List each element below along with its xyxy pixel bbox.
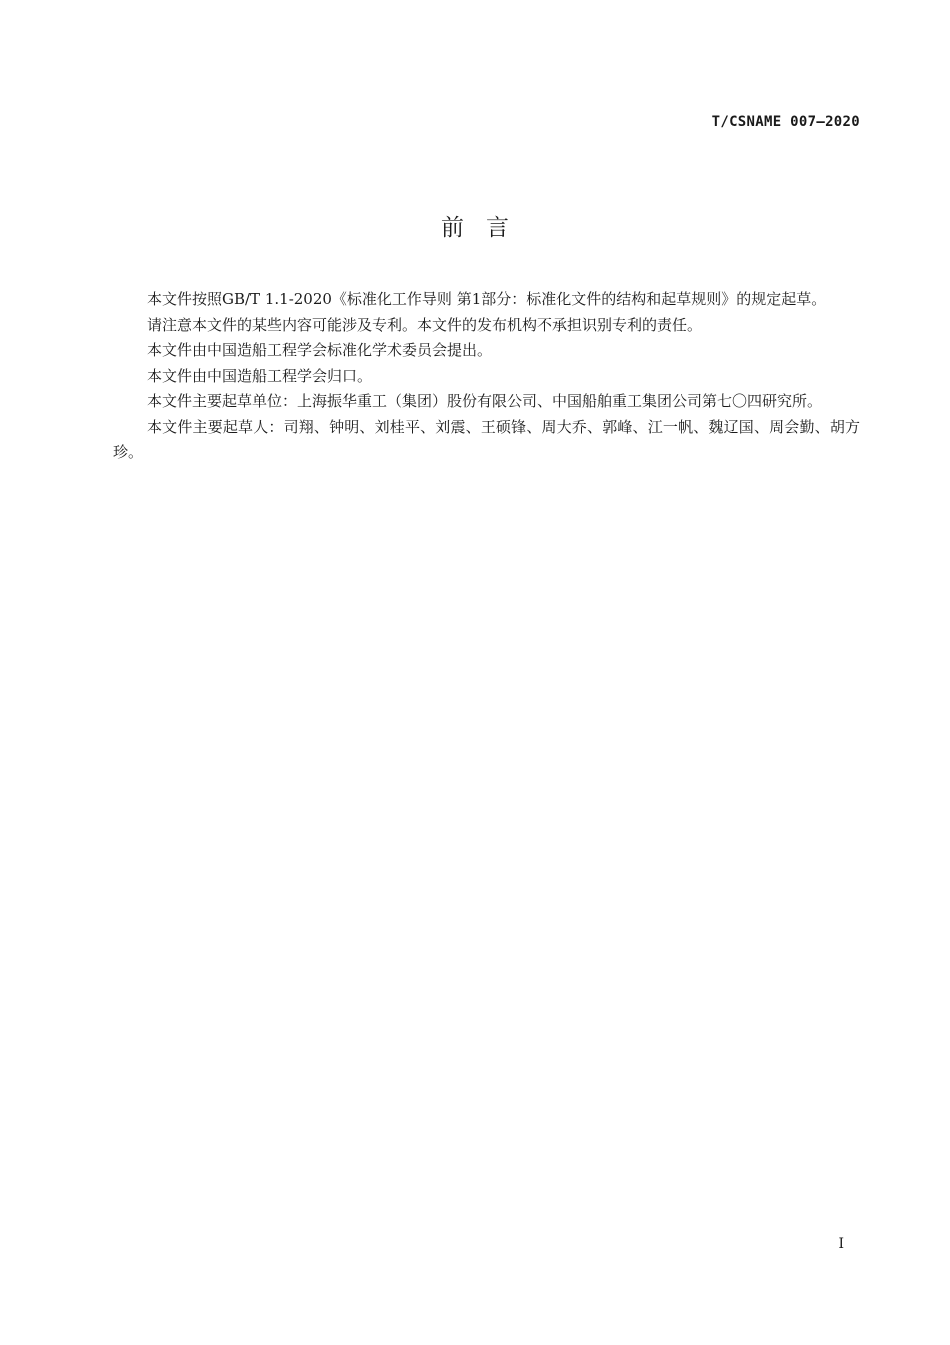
paragraph-patent-notice: 请注意本文件的某些内容可能涉及专利。本文件的发布机构不承担识别专利的责任。 [147,315,703,334]
page-number: I [838,1236,844,1252]
paragraph-drafting-rules: 本文件按照GB/T 1.1-2020《标准化工作导则 第1部分：标准化文件的结构和起草规则》的规定起草。 [147,290,827,308]
paragraph-drafters: 本文件主要起草人：司翔、钟明、刘桂平、刘震、王硕锋、周大乔、郭峰、江一帆、魏辽国、周会勤、胡方珍。 [113,417,860,461]
foreword-body [113,287,860,466]
page-title: 前言 [441,215,531,241]
document-code: T/CSNAME 007—2020 [711,114,860,130]
paragraph-drafting-units: 本文件主要起草单位：上海振华重工（集团）股份有限公司、中国船舶重工集团公司第七〇四研究所。 [147,392,823,410]
paragraph-proposed-by: 本文件由中国造船工程学会标准化学术委员会提出。 [147,341,493,359]
paragraph-managed-by: 本文件由中国造船工程学会归口。 [147,366,373,385]
